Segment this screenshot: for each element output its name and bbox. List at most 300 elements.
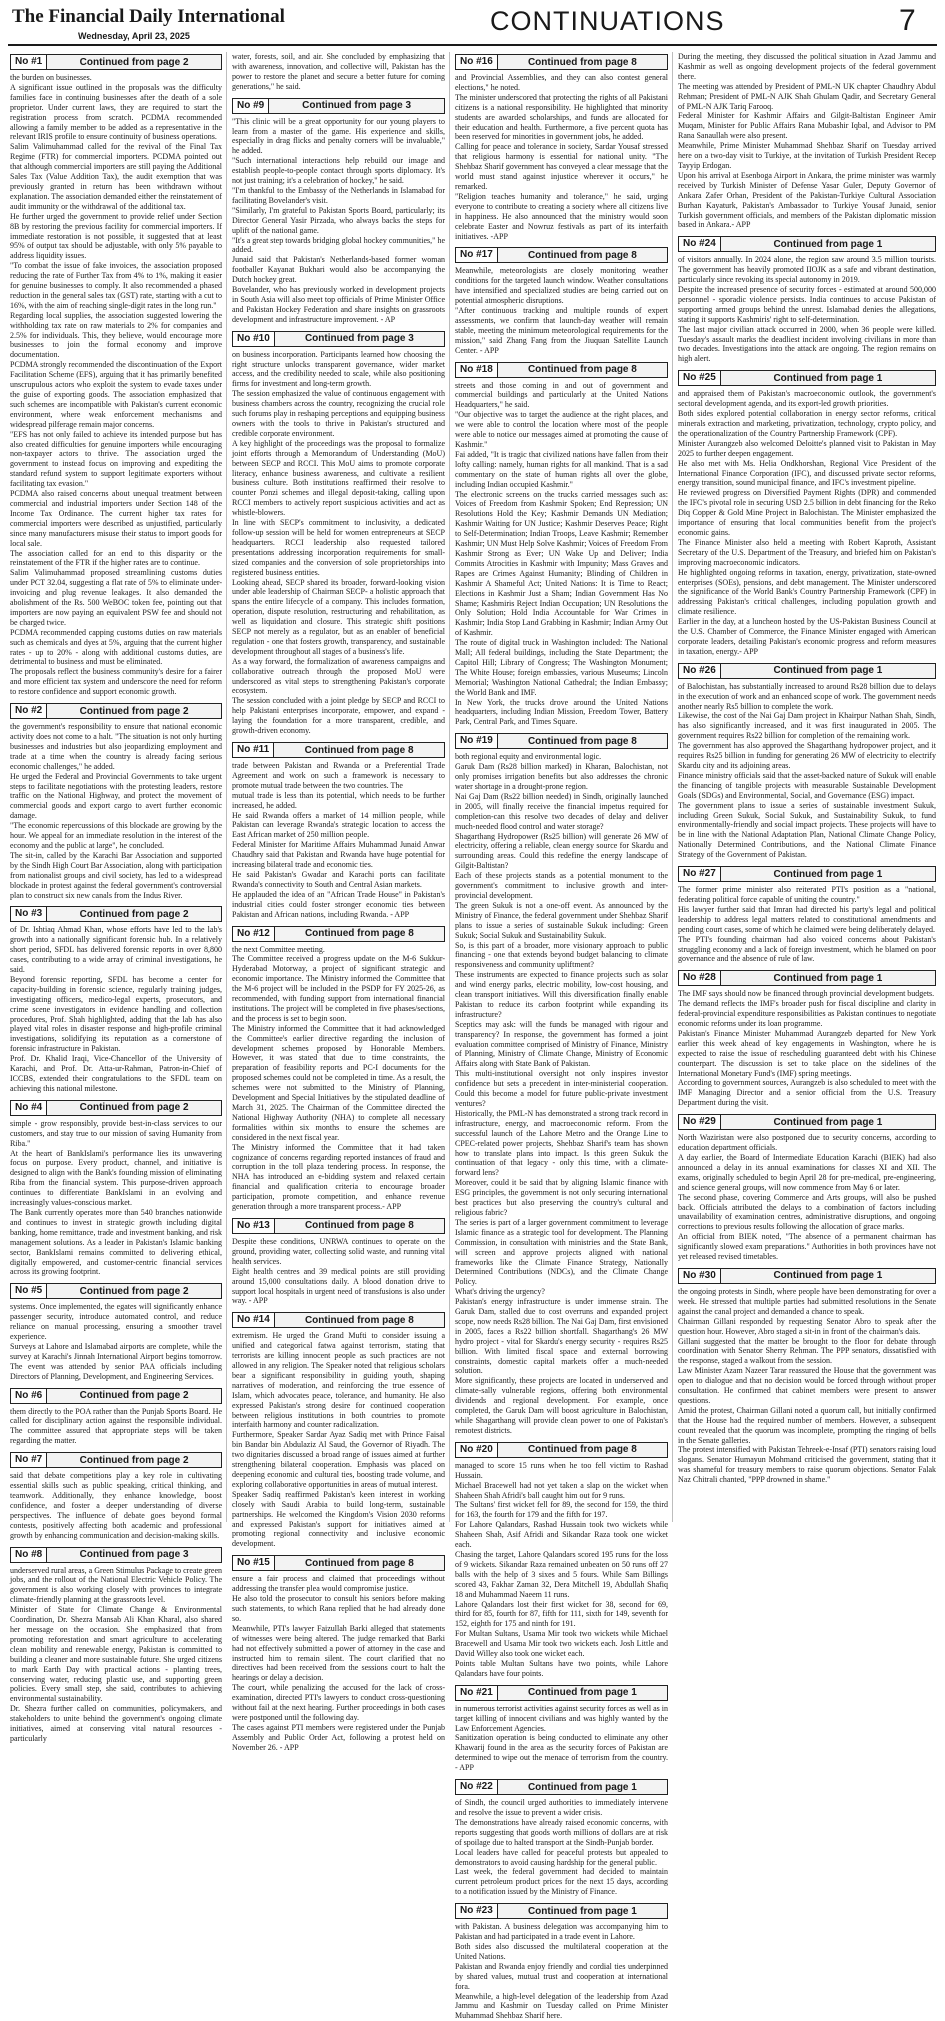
story-header xyxy=(10,1547,222,1563)
story-paragraph: both regional equity and environmental logic. xyxy=(455,752,668,762)
story-paragraph: ensure a fair process and claimed that proceedings without addressing the transfer plea would compromise justice. xyxy=(232,1574,445,1594)
story-paragraph: Historically, the PML-N has demonstrated a strong track record in infrastructure, energy, and macroeconomic reform. From the successful launch of the Lahore Metro and the Orange Line to CPEC-related power projects, Shehbaz Sharif's team has shown how to translate plans into impact. Is this green Sukuk the continuation of that legacy - only this time, with a climate-forward lens? xyxy=(455,1109,668,1178)
continued-from-label: Continued from page 8 xyxy=(498,736,667,747)
continued-from-label: Continued from page 8 xyxy=(275,928,444,939)
page-number: 7 xyxy=(899,4,916,38)
story-body xyxy=(10,925,222,1093)
story-paragraph: The Sultans' first wicket fell for 89, the second for 159, the third for 163, the fourth for 179 and the fifth for 197. xyxy=(455,1500,668,1520)
story-paragraph: Salim Valimuhammad called for the revival of the Final Tax Regime (FTR) for commercial importers. PCDMA pointed out that although commercial importers are still paying the Additional Sales Tax (Value Addition Tax), the audit exemption that was previously granted in return has been withdrawn without explanation. The association demanded either the reinstatement of audit immunity or the withdrawal of the additional tax. xyxy=(10,142,222,211)
story-paragraph: Pakistan and Rwanda enjoy friendly and cordial ties underpinned by shared values, mutual trust and cooperation at international fora. xyxy=(455,1962,668,1992)
story-header xyxy=(455,1903,668,1919)
continued-from-label: Continued from page 1 xyxy=(721,665,935,676)
story-header xyxy=(232,98,445,114)
column-3 xyxy=(455,52,668,1522)
story-paragraph: Despite these conditions, UNRWA continues to operate on the ground, providing water, collecting solid waste, and running vital health services. xyxy=(232,1237,445,1267)
story-paragraph: Earlier in the day, at a luncheon hosted by the US-Pakistan Business Council at the U.S. Chamber of Commerce, the Finance Minister engaged with American corporate leaders, detailing Pakistan's economic progress and reform measures in taxation, energy.- APP xyxy=(678,617,936,657)
continuation-story xyxy=(455,1442,668,1679)
story-paragraph: "After continuous tracking and multiple rounds of expert assessments, we confirm that launch-day weather will remain stable, meeting the minimum meteorological requirements for the mission," said Zhang Fang from the Jiuquan Satellite Launch Center. - APP xyxy=(455,306,668,356)
story-number-tag: No #21 xyxy=(456,1686,498,1700)
story-header xyxy=(678,370,936,386)
story-paragraph: Chasing the target, Lahore Qalandars scored 195 runs for the loss of 9 wickets. Sikandar Raza remained unbeaten on 50 runs off 27 balls with the help of 3 sixes and 5 fours. While Sam Billings scored 43, Fakhar Zaman 32, Dera Mitchell 19, Abdullah Shafiq 18 and Muhammad Naeem 11 runs. xyxy=(455,1550,668,1600)
continued-from-label: Continued from page 8 xyxy=(498,57,667,68)
story-paragraph: Sceptics may ask: will the funds be managed with rigour and transparency? In response, the government has formed a joint evaluation committee comprised of Ministry of Finance, Ministry of Planning, Ministry of Climate Change, Ministry of Economic Affairs along with State Bank of Pakistan. xyxy=(455,1020,668,1070)
story-paragraph: The association called for an end to this disparity or the reinstatement of the FTR if the higher rates are to continue. xyxy=(10,549,222,569)
story-body xyxy=(232,761,445,920)
story-body xyxy=(232,350,445,736)
story-paragraph: Prof. Dr. Khalid Iraqi, Vice-Chancellor of the University of Karachi, and Prof. Dr. Atta-ur-Rahman, Patron-in-Chief of ICCBS, extended their congratulations to the SFDL team on achieving this national milestone. xyxy=(10,1054,222,1094)
story-paragraph: A key highlight of the proceedings was the proposal to formalize joint efforts through a Memorandum of Understanding (MoU) between SECP and RCCI. This MoU aims to promote corporate literacy, enhance business awareness, and cultivate a resilient business culture. Both institutions reaffirmed their resolve to counter Ponzi schemes and illegal deposit-taking, calling upon RCCI members to actively report suspicious activities and act as whistle-blowers. xyxy=(232,439,445,518)
story-header xyxy=(10,906,222,922)
story-paragraph: trade between Pakistan and Rwanda or a Preferential Trade Agreement and work on such a framework is necessary to promote mutual trade between the two countries. The xyxy=(232,761,445,791)
story-body xyxy=(232,1237,445,1306)
story-number-tag: No #27 xyxy=(679,867,721,881)
story-paragraph: and appraised them of Pakistan's macroeconomic outlook, the government's sectoral development agenda, and its export-led growth priorities. xyxy=(678,389,936,409)
story-paragraph: He urged the Federal and Provincial Governments to take urgent steps to facilitate negotiations with the protesting leaders, restore traffic on the National Highway, and protect the movement of commercial goods and export cargo to avert further economic damage. xyxy=(10,772,222,822)
story-paragraph: The route of digital truck in Washington included: The National Mall; All federal buildings, including the State Department; the Capitol Hill; Library of Congress; The Washington Monument; The White House; foreign embassies, various Museums; Lincoln Memorial; Washington National Cathedral; the Indian Embassy; the World Bank and IMF. xyxy=(455,638,668,697)
story-body xyxy=(678,682,936,860)
story-number-tag: No #11 xyxy=(233,743,274,757)
continuation-story xyxy=(10,1388,222,1447)
story-paragraph: Calling for peace and tolerance in society, Sardar Yousaf stressed that religious harmony is essential for national unity. "The Shehbaz Sharif government has conveyed a clear message that the world must stand against injustice wherever it occurs," he remarked. xyxy=(455,142,668,192)
story-number-tag: No #7 xyxy=(11,1453,47,1467)
continuation-story xyxy=(10,1283,222,1381)
story-paragraph: Fai added, "It is tragic that civilized nations have fallen from their lofty calling: namely, human rights for all mankind. That is a sad commentary on the state of human rights all over the globe, including Indian occupied Kashmir." xyxy=(455,450,668,490)
masthead-rule xyxy=(8,44,937,46)
story-number-tag: No #19 xyxy=(456,734,498,748)
continuation-story xyxy=(678,970,936,1108)
column-1 xyxy=(10,52,222,1522)
story-paragraph: Federal Minister for Kashmir Affairs and Gilgit-Baltistan Engineer Amir Muqam, Minister for Public Affairs Rana Mubashir Iqbal, and Advisor to PM Rana Sanaullah were also present. xyxy=(678,111,936,141)
story-paragraph: Pakistan's energy infrastructure is under immense strain. The Garuk Dam, stalled due to cost overruns and expanded project scope, now needs Rs28 billion. The Nai Gaj Dam, first envisioned in 2005, faces a Rs22 billion shortfall. Shagarthang's 26 MW hydro project - vital for Skardu's energy security - requires Rs25 billion. With limited fiscal space and external borrowing constraints, domestic capital markets offer a much-needed solution. xyxy=(455,1297,668,1376)
continuation-story xyxy=(455,733,668,1436)
story-paragraph: mutual trade is less than its potential, which needs to be further increased, he added. xyxy=(232,791,445,811)
continuation-story xyxy=(232,742,445,920)
story-paragraph: He said Pakistan's Gwadar and Karachi ports can facilitate Rwanda's connectivity to South and Central Asian markets. xyxy=(232,870,445,890)
story-number-tag: No #16 xyxy=(456,55,498,69)
story-paragraph: North Waziristan were also postponed due to security concerns, according to education department officials. xyxy=(678,1133,936,1153)
story-number-tag: No #9 xyxy=(233,99,269,113)
continuation-story xyxy=(455,247,668,355)
story-header xyxy=(678,236,936,252)
story-body xyxy=(455,266,668,355)
story-paragraph: Salim Valimuhammad proposed streamlining customs duties under PCT 32.04, suggesting a flat rate of 5% to eliminate under-invoicing and plug revenue leakages. It also demanded the abolishment of the Rs. 500 WeBOC token fee, pointing out that importers are now paying an equivalent PSW fee and should not be charged twice. xyxy=(10,568,222,627)
continued-from-label: Continued from page 8 xyxy=(498,250,667,261)
continued-from-label: Continued from page 2 xyxy=(47,1102,221,1113)
story-header xyxy=(455,1442,668,1458)
story-paragraph: The demonstrations have already raised economic concerns, with reports suggesting that goods worth millions of dollars are at risk of spoilage due to halted transport at the Sindh-Punjab border. xyxy=(455,1818,668,1848)
story-header xyxy=(232,742,445,758)
story-paragraph: The Ministry informed the Committee that it had acknowledged the Committee's earlier directive regarding the inclusion of development schemes proposed by Honorable Members. However, it was stated that due to time constraints, the preparation of feasibility reports and PC-I documents for the proposed schemes could not be completed in time. As a result, the schemes were not submitted to the Ministry of Planning, Development and Special Initiatives by the stipulated deadline of March 31, 2025. The Chairman of the Committee directed the National Highway Authority (NHA) to complete all necessary formalities within six months to ensure the schemes are considered in the next fiscal year. xyxy=(232,1024,445,1143)
continued-from-label: Continued from page 2 xyxy=(47,706,221,717)
story-header xyxy=(455,1685,668,1701)
story-paragraph: PCDMA recommended capping customs duties on raw materials such as chemicals and dyes at 5%, arguing that the current higher rates - up to 20% - along with additional customs duties, are detrimental to business and must be eliminated. xyxy=(10,628,222,668)
story-paragraph: The former prime minister also reiterated PTI's position as a "national, federating political force capable of uniting the country." xyxy=(678,885,936,905)
story-paragraph: For Lahore Qalandars, Rashad Hussain took two wickets while Shaheen Shah, Asif Afridi and Sikandar Raza took one wicket each. xyxy=(455,1520,668,1550)
story-paragraph: Amid the protest, Chairman Gillani noted a quorum call, but initially confirmed that the House had the required number of members. However, a subsequent count revealed that the quorum was incomplete, prompting the ringing of bells in the Senate galleries. xyxy=(678,1406,936,1446)
story-paragraph: The series is part of a larger government commitment to leverage Islamic finance as a strategic tool for development. The Planning Commission, in consultation with ministries and the State Bank, will screen and approve projects aligned with national frameworks like the Climate Finance Strategy, Nationally Determined Contributions (NDCs), and the Climate Change Policy. xyxy=(455,1218,668,1287)
story-paragraph: the burden on businesses. xyxy=(10,73,222,83)
continued-from-label: Continued from page 2 xyxy=(47,57,221,68)
story-paragraph: For Multan Sultans, Usama Mir took two wickets while Michael Bracewell and Usama Mir took two wickets each. Josh Little and David Willey also took one wicket each. xyxy=(455,1629,668,1659)
column-2 xyxy=(232,52,445,1522)
continuation-story xyxy=(455,1685,668,1773)
story-paragraph: Minister of State for Climate Change & Environmental Coordination, Dr. Shezra Mansab Ali Khan Kharal, also shared her message on the occasion. She emphasized that from promoting reforestation and smart agriculture to accelerating clean mobility and renewable energy, Pakistan is committed to building a cleaner and more sustainable future. She urged citizens to mark Earth Day with practical actions - planting trees, conserving water, reducing plastic use, and supporting green policies. Every small step, she said, contributes to achieving environmental sustainability. xyxy=(10,1605,222,1704)
story-paragraph: His lawyer further said that Imran had directed his party's legal and political leadership to address legal matters related to constitutional amendments and pending court cases, some of which he claimed were being deliberately delayed. xyxy=(678,905,936,935)
continuation-story xyxy=(678,1268,936,1485)
story-body xyxy=(678,989,936,1108)
issue-date: Wednesday, April 23, 2025 xyxy=(78,31,190,41)
story-number-tag: No #14 xyxy=(233,1313,275,1327)
story-body xyxy=(10,1119,222,1278)
story-paragraph: The minister underscored that protecting the rights of all Pakistani citizens is a national responsibility. He highlighted that minority students are awarded scholarships, and funds are allocated for their education and health. Furthermore, a five percent quota has been reserved for minorities in government jobs, he added. xyxy=(455,93,668,143)
story-paragraph: underserved rural areas, a Green Stimulus Package to create green jobs, and the rollout of the National Electric Vehicle Policy. The government is also working closely with provinces to integrate climate-friendly planning at the grassroots level. xyxy=(10,1566,222,1606)
story-paragraph: Upon his arrival at Esenboga Airport in Ankara, the prime minister was warmly received by Turkish Minister of Defense Yasar Guler, Deputy Governor of Ankara Zafer Orhan, President of the Pakistan-Turkiye Cultural Association Burhan Kayaturk, Pakistan's Ambassador to Turkiye Yousaf Junaid, senior Turkish government officials, and members of the Pakistan diplomatic mission based in Ankara.- APP xyxy=(678,171,936,230)
story-body xyxy=(455,381,668,728)
story-paragraph: The protest intensified with Pakistan Tehreek-e-Insaf (PTI) senators raising loud slogans. Senator Humayun Mohmand criticised the government, stating that it was shameful for treasury members to raise quorum objections. Senator Falak Naz Chitrali chanted, "PPP drowned in shame." xyxy=(678,1445,936,1485)
story-number-tag: No #10 xyxy=(233,332,275,346)
story-header xyxy=(10,1452,222,1468)
story-paragraph: The cases against PTI members were registered under the Punjab Assembly and Public Order Act, following a protest held on November 26. - APP xyxy=(232,1723,445,1753)
story-header xyxy=(455,54,668,70)
story-header xyxy=(455,247,668,263)
story-paragraph: extremism. He urged the Grand Mufti to consider issuing a unified and categorical fatwa against terrorism, stating that terrorists are killing innocent people as such practices are not allowed in any religion. The Speaker noted that religious scholars bear a significant responsibility in guiding youth, shaping narratives of moderation, and reinforcing the true essence of Islam, which advocates peace, tolerance, and humanity. He also expressed Pakistan's strong desire for continued cooperation between religious institutions in both countries to promote interfaith harmony and counter radicalization. xyxy=(232,1331,445,1430)
continuation-story xyxy=(678,236,936,364)
column-divider xyxy=(226,52,227,1522)
story-paragraph: At the heart of BankIslami's performance lies its unwavering focus on purpose. Every product, channel, and initiative is designed to align with the Bank's founding mission of eliminating Riba from the financial system. This purpose-driven approach continues to differentiate BankIslami in an evolving and increasingly values-conscious market. xyxy=(10,1149,222,1208)
story-paragraph: Each of these projects stands as a potential monument to the government's commitment to inclusive growth and inter-provincial development. xyxy=(455,871,668,901)
story-number-tag: No #22 xyxy=(456,1780,498,1794)
story-paragraph: "To combat the issue of fake invoices, the association proposed reducing the rate of Further Tax from 4% to 1%, making it easier for genuine businesses to comply. It also recommended a phased reduction in the general sales tax (GST) rate, starting with a cut to 16%, with the aim of reaching single-digit rates in the long run." xyxy=(10,261,222,311)
story-paragraph: Shagarthang Hydropower (Rs25 billion) will generate 26 MW of electricity, offering a reliable, clean energy source for Skardu and surrounding areas. Could this redefine the energy landscape of Gilgit-Baltistan? xyxy=(455,832,668,872)
story-paragraph: "Our objective was to target the audience at the right places, and we were able to control the location where most of the people were able to notice our messages aimed at promoting the cause of Kashmir." xyxy=(455,410,668,450)
continued-from-label: Continued from page 1 xyxy=(498,1687,667,1698)
story-paragraph: Junaid said that Pakistan's Netherlands-based former woman footballer Kayanat Bukhari would also be accompanying the Dutch hockey great. xyxy=(232,255,445,285)
story-body xyxy=(10,722,222,900)
story-paragraph: He further urged the government to provide relief under Section 8B by restoring the previous facility for commercial importers. If immediate restoration is not possible, it suggested that at least 95% of output tax should be adjustable, with only 5% payable to address liquidity issues. xyxy=(10,212,222,262)
continuation-story xyxy=(10,703,222,900)
story-paragraph: Looking ahead, SECP shared its broader, forward-looking vision under able leadership of Chairman SECP- a holistic approach that spans the entire lifecycle of a company. This includes formation, operation, dispute resolution, restructuring and rehabilitation, as well as liquidation and closure. This strategic shift positions SECP not merely as a regulator, but as an enabler of beneficial regulation - one that fosters growth, transparency, and sustainable development throughout all stages of a business's life. xyxy=(232,578,445,657)
story-header xyxy=(455,1779,668,1795)
story-body xyxy=(10,73,222,697)
story-paragraph: Eight health centres and 39 medical points are still providing around 15,000 consultations daily. A blood donation drive to support local hospitals in urgent need of transfusions is also under way. - APP xyxy=(232,1267,445,1307)
story-paragraph: An official from BIEK noted, "The absence of a permanent chairman has significantly slowed exam preparations." Authorities in both provinces have not yet released revised timetables. xyxy=(678,1232,936,1262)
story-header xyxy=(455,733,668,749)
story-paragraph: Regarding local supplies, the association suggested lowering the withholding tax rate on raw materials to 2% for companies and 2.5% for individuals. This, they believe, would encourage more businesses to join the formal economy and improve documentation. xyxy=(10,311,222,361)
story-paragraph: The electronic screens on the trucks carried messages such as: Voices of Freedom from Kashmir Spoken; End Repression; UN Resolutions Hold the Key; Kashmir Demands UN Mediation; Kashmir Waiting for UN Justice; Kashmir Deserves Peace; Right to Self-Determination; Indian Troops, Leave Kashmir; Remember Kashmir; UN Must Help Solve Kashmir; Voices of Freedom From Kashmir Strong as Ever; UN Wake Up and Deliver; India Commits Atrocities in Kashmir with Impunity; Mass Graves and Rapes are Crimes Against Humanity; Blinding of Children in Kashmir A Shameful Act; United Nations: It is Time to React; Elections in Kashmir Just a Sham; Indian Government Has No Shame; Kashmiris Reject Indian Occupation; UN Resolutions the Only Solution; Hold India Accountable for War Crimes in Kashmir; India Stop Land Grabbing in Kashmir; Indian Army Out of Kashmir. xyxy=(455,490,668,639)
story-paragraph: simple - grow responsibly, provide best-in-class services to our customers, and stay true to our mission of saving Humanity from Riba." xyxy=(10,1119,222,1149)
story-number-tag: No #3 xyxy=(11,907,47,921)
story-paragraph: A significant issue outlined in the proposals was the difficulty families face in continuing businesses after the death of a sole proprietor. Under current laws, they are required to start the registration process from scratch. PCDMA recommended allowing a family member to be added as a representative in the relevant IRIS profile to ensure continuity of business operations. xyxy=(10,83,222,142)
continued-from-label: Continued from page 2 xyxy=(47,1455,221,1466)
story-paragraph: The green Sukuk is not a one-off event. As announced by the Ministry of Finance, the federal government under Shehbaz Sharif plans to issue a series of sustainable Sukuk including: Green Sukuk; Social Sukuk and Sustainability Sukuk. xyxy=(455,901,668,941)
story-paragraph: According to government sources, Aurangzeb is also scheduled to meet with the IMF Managing Director and a senior official from the U.S. Treasury Department during the visit. xyxy=(678,1078,936,1108)
story-number-tag: No #23 xyxy=(456,1904,498,1918)
story-paragraph: in numerous terrorist activities against security forces as well as in target killing of innocent civilians and was highly wanted by the Law Enforcement Agencies. xyxy=(455,1704,668,1734)
continued-from-label: Continued from page 3 xyxy=(269,100,444,111)
continued-from-label: Continued from page 1 xyxy=(498,1906,667,1917)
continued-from-label: Continued from page 8 xyxy=(498,364,667,375)
continued-from-label: Continued from page 1 xyxy=(721,1270,935,1281)
story-header xyxy=(678,1268,936,1284)
story-paragraph: water, forests, soil, and air. She concluded by emphasizing that with awareness, innovation, and collective will, Pakistan has the power to restore the planet and secure a better future for coming generations," he said. xyxy=(232,52,445,92)
story-body xyxy=(455,1798,668,1897)
story-paragraph: "Religion teaches humanity and tolerance," he said, urging everyone to contribute to creating a society where all citizens live in happiness. He also announced that the ministry would soon celebrate Easter and Nowruz festivals as part of its interfaith initiatives. -APP xyxy=(455,192,668,242)
continued-from-label: Continued from page 8 xyxy=(275,1315,444,1326)
story-paragraph: PCDMA strongly recommended the discontinuation of the Export Facilitation Scheme (EFS), arguing that it has primarily benefited unscrupulous actors who exploit the system to evade taxes under the guise of exporting goods. The association emphasized that such schemes are incompatible with Pakistan's current economic environment, where weak enforcement mechanisms and widespread pilferage remain major concerns. xyxy=(10,360,222,429)
continuation-story xyxy=(232,331,445,736)
story-paragraph: with Pakistan. A business delegation was accompanying him to Pakistan and had participated in a trade event in Lahore. xyxy=(455,1922,668,1942)
story-number-tag: No #1 xyxy=(11,55,47,69)
story-body xyxy=(678,1287,936,1485)
story-paragraph: Bovelander, who has previously worked in development projects in South Asia will also meet top officials of Prime Minister Office and Pakistan Hockey Federation and share insights on grassroots development and infrastructure improvement. - AP xyxy=(232,285,445,325)
story-number-tag: No #24 xyxy=(679,237,721,251)
story-paragraph: Moreover, could it be said that by aligning Islamic finance with ESG principles, the government is not only securing international best practices but also preserving the country's cultural and religious fabric? xyxy=(455,1178,668,1218)
story-paragraph: Finance ministry officials said that the asset-backed nature of Sukuk will enable the financing of tangible projects with measurable Sustainable Development Goals (SDGs) and Environmental, Social, and Governance (ESG) impact. xyxy=(678,771,936,801)
section-title: CONTINUATIONS xyxy=(490,6,725,37)
story-paragraph: The demand reflects the IMF's broader push for fiscal discipline and clarity in federal-provincial expenditure responsibilities as Pakistan continues to negotiate economic reforms under its loan programme. xyxy=(678,999,936,1029)
story-header xyxy=(10,1388,222,1404)
story-paragraph: Meanwhile, a high-level delegation of the leadership from Azad Jammu and Kashmir on Tuesday called on Prime Minister Muhammad Shehbaz Sharif here. xyxy=(455,1992,668,2021)
story-paragraph: He also told the prosecutor to consult his seniors before making such statements, to which Rana replied that he had already done so. xyxy=(232,1594,445,1624)
continuation-story xyxy=(455,1779,668,1897)
story-paragraph: Furthermore, Speaker Sardar Ayaz Sadiq met with Prince Faisal bin Bandar bin Abdulaziz Al Saud, the Governor of Riyadh. The two dignitaries discussed a broad range of issues aimed at further strengthening bilateral cooperation. Emphasis was placed on deepening economic and cultural ties, boosting trade volume, and exploring collaborative opportunities in areas of mutual interest. xyxy=(232,1430,445,1489)
story-paragraph: on business incorporation. Participants learned how choosing the right structure unlocks transparent governance, wider market access, and the credibility needed to scale, while also positioning firms for investment and long-term growth. xyxy=(232,350,445,390)
continuation-story xyxy=(455,1903,668,2021)
story-paragraph: Both sides explored potential collaboration in energy sector reforms, critical minerals extraction and marketing, privatization, technology, crypto policy, and the operationalization of the Country Partnership Framework (CPF). xyxy=(678,409,936,439)
story-paragraph: PCDMA also raised concerns about unequal treatment between commercial and industrial importers under Section 148 of the Income Tax Ordinance. The current higher tax rates for commercial importers were described as unjustified, particularly since many manufacturers misuse their status to import goods for local sale. xyxy=(10,489,222,548)
story-header xyxy=(10,54,222,70)
story-number-tag: No #30 xyxy=(679,1269,721,1283)
story-paragraph: The session concluded with a joint pledge by SECP and RCCI to help Pakistani enterprises incorporate, empower, and expand - laying the foundation for a more transparent, credible, and growth-driven economy. xyxy=(232,696,445,736)
story-body xyxy=(232,52,445,92)
masthead xyxy=(0,0,945,48)
story-header xyxy=(678,1114,936,1130)
story-body xyxy=(232,1331,445,1549)
story-paragraph: The second phase, covering Commerce and Arts groups, will also be pushed back. Officials attributed the delays to a combination of factors including unavailability of examination centres, administrative disruptions, and ongoing corrections to previous results following the allocation of grace marks. xyxy=(678,1193,936,1233)
story-body xyxy=(678,255,936,364)
story-paragraph: Points table Multan Sultans have two points, while Lahore Qalandars have four points. xyxy=(455,1659,668,1679)
story-paragraph: Garuk Dam (Rs28 billion marked) in Kharan, Balochistan, not only promises irrigation benefits but also addresses the chronic water shortage in a drought-prone region. xyxy=(455,762,668,792)
story-body xyxy=(232,117,445,325)
story-number-tag: No #25 xyxy=(679,371,721,385)
story-header xyxy=(232,1555,445,1571)
story-number-tag: No #8 xyxy=(11,1548,47,1562)
story-paragraph: the next Committee meeting. xyxy=(232,945,445,955)
story-paragraph: Speaker Sadiq reaffirmed Pakistan's keen interest in working closely with Saudi Arabia to build long-term, sustainable partnerships. He welcomed the Kingdom's Vision 2030 reforms and expressed Pakistan's support for initiatives aimed at promoting regional connectivity and inclusive economic development. xyxy=(232,1490,445,1549)
story-header xyxy=(232,331,445,347)
continued-from-label: Continued from page 1 xyxy=(721,973,935,984)
story-paragraph: "EFS has not only failed to achieve its intended purpose but has also created difficulties for genuine importers while encouraging non-taxpayer actors to thrive. The association urged the government to instead focus on improving and expediting the standard refund system to support legitimate exporters without facilitating tax evasion." xyxy=(10,430,222,489)
story-paragraph: The government plans to issue a series of sustainable investment Sukuk, including Green Sukuk, Social Sukuk, and Sustainability Sukuk, to fund environmentally-friendly and social impact projects. These projects will have to be in line with the National Adaptation Plan, National Climate Change Policy, Nationally Determined Contributions, and the National Climate Finance Strategy of the Government of Pakistan. xyxy=(678,801,936,860)
story-paragraph: Likewise, the cost of the Nai Gaj Dam project in Khairpur Nathan Shah, Sindh, has also significantly increased, and it was first inaugurated in 2005. The government requires Rs22 billion for completion of the remaining work. xyxy=(678,711,936,741)
story-paragraph: Gillani suggested that the matter be brought to the floor for debate through coordination with Senator Sherry Rehman. The PPP senators, dissatisfied with the response, staged a walkout from the session. xyxy=(678,1337,936,1367)
story-paragraph: Beyond forensic reporting, SFDL has become a center for capacity-building in forensic science, regularly training judges, investigating officers, medico-legal experts, prosecutors, and crime scene investigators in evidence handling and collection procedures, Prof. Shah highlighted, adding that the lab has also played vital roles in disaster response and high-profile criminal investigations, solidifying its reputation as a cornerstone of forensic infrastructure in Pakistan. xyxy=(10,975,222,1054)
story-paragraph: Both sides also discussed the multilateral cooperation at the United Nations. xyxy=(455,1942,668,1962)
continuation-story xyxy=(232,98,445,325)
continuation-story xyxy=(678,866,936,964)
story-paragraph: More significantly, these projects are located in underserved and climate-sally vulnerable regions, offering both environmental dividends and regional development. For example, once completed, the Garuk Dam will boost agriculture in Balochistan, while Shagarthang will provide clean power to one of Pakistan's remotest districts. xyxy=(455,1376,668,1435)
story-number-tag: No #26 xyxy=(679,664,721,678)
story-paragraph: of Dr. Ishtiaq Ahmad Khan, whose efforts have led to the lab's growth into a nationally significant forensic hub. In a relatively short period, SFDL has delivered forensic reports in over 8,800 cases, contributing to a wide array of criminal investigations, he said. xyxy=(10,925,222,975)
story-number-tag: No #2 xyxy=(11,704,47,718)
story-body xyxy=(455,73,668,241)
continuation-story xyxy=(232,52,445,92)
story-body xyxy=(232,1574,445,1752)
story-header xyxy=(10,1100,222,1116)
story-number-tag: No #5 xyxy=(11,1284,47,1298)
story-paragraph: These instruments are expected to finance projects such as solar and wind energy parks, electric mobility, low-cost housing, and clean transport initiatives. Will this diversification finally enable Pakistan to reduce its carbon footprint while expanding its infrastructure? xyxy=(455,970,668,1020)
story-paragraph: He also met with Ms. Helia Ondkhorshan, Regional Vice President of the International Finance Corporation (IFC), and discussed private sector reforms, energy transition, sound municipal finance, and IFC's investment pipeline. xyxy=(678,459,936,489)
continuation-story xyxy=(232,926,445,1212)
story-paragraph: Meanwhile, PTI's lawyer Faizullah Barki alleged that statements of witnesses were being altered. The judge remarked that Barki had not effectively submitted a power of attorney in the case and instructed him to remain silent. The court clarified that no directives had been received from the sessions court to halt the hearings or delay a decision. xyxy=(232,1624,445,1683)
story-header xyxy=(10,1283,222,1299)
story-number-tag: No #28 xyxy=(679,971,721,985)
story-paragraph: "This clinic will be a great opportunity for our young players to learn from a master of the game. His experience and skills, especially in drag flicks and penalty corners will be invaluable," he added. xyxy=(232,117,445,157)
story-paragraph: So, is this part of a broader, more visionary approach to public financing - one that extends beyond budget balancing to climate responsiveness and community upliftment? xyxy=(455,941,668,971)
continued-from-label: Continued from page 3 xyxy=(47,1549,221,1560)
continued-from-label: Continued from page 2 xyxy=(47,1286,221,1297)
story-paragraph: The Finance Minister also held a meeting with Robert Kaproth, Assistant Secretary of the U.S. Department of the Treasury, and briefed him on Pakistan's improving macroeconomic indicators. xyxy=(678,538,936,568)
story-header xyxy=(678,970,936,986)
newspaper-name: The Financial Daily International xyxy=(12,6,285,28)
continued-from-label: Continued from page 1 xyxy=(721,239,935,250)
story-paragraph: "Similarly, I'm grateful to Pakistan Sports Board, particularly; its Director General Yasir Pirzada, who always backs the steps for uplift of the national game. xyxy=(232,206,445,236)
continuation-story xyxy=(10,906,222,1093)
story-paragraph: The Committee received a progress update on the M-6 Sukkur-Hyderabad Motorway, a project of significant strategic and economic importance. The Ministry informed the Committee that the M-6 project will be included in the PSDP for FY 2025-26, as recommended, with funding support from international financial institutions. The project will be completed in five phases/sections, and the process is set to begin soon. xyxy=(232,954,445,1023)
column-divider xyxy=(672,52,673,1522)
story-header xyxy=(10,703,222,719)
continuation-story xyxy=(10,54,222,697)
story-body xyxy=(10,1471,222,1540)
story-paragraph: of visitors annually. In 2024 alone, the region saw around 3.5 million tourists. The government has heavily promoted IIOJK as a safe and vibrant destination, particularly since revoking its special autonomy in 2019. xyxy=(678,255,936,285)
story-body xyxy=(455,1461,668,1679)
story-paragraph: Despite the increased presence of security forces - estimated at around 500,000 personnel - sporadic violence persists. India continues to accuse Pakistan of supporting armed groups behind the unrest. Islamabad denies the allegations, stating it supports Kashmiris' right to self-determination. xyxy=(678,285,936,325)
continued-from-label: Continued from page 3 xyxy=(275,333,444,344)
continued-from-label: Continued from page 8 xyxy=(275,1558,444,1569)
story-number-tag: No #17 xyxy=(456,248,498,262)
story-paragraph: "I'm thankful to the Embassy of the Netherlands in Islamabad for facilitating Bovelander's visit. xyxy=(232,186,445,206)
story-paragraph: Michael Bracewell had not yet taken a slap on the wicket when Shaheen Shah Afridi's ball caught him out for 9 runs. xyxy=(455,1481,668,1501)
story-paragraph: The PTI's founding chairman had also voiced concerns about Pakistan's struggling economy and a lack of foreign investment, which he blamed on poor governance and the absence of rule of law. xyxy=(678,935,936,965)
story-paragraph: them directly to the POA rather than the Punjab Sports Board. He called for disciplinary action against the responsible individual. The committee assured that appropriate steps will be taken regarding the matter. xyxy=(10,1407,222,1447)
story-paragraph: During the meeting, they discussed the political situation in Azad Jammu and Kashmir as well as ongoing development projects of the federal government there. xyxy=(678,52,936,82)
story-header xyxy=(455,362,668,378)
story-paragraph: He said Rwanda offers a market of 14 million people, while Pakistan can leverage Rwanda's strategic location to access the East African market of 250 million people. xyxy=(232,811,445,841)
continuation-story xyxy=(678,52,936,230)
continued-from-label: Continued from page 1 xyxy=(721,869,935,880)
story-paragraph: He highlighted ongoing reforms in taxation, energy, privatization, state-owned enterprises (SOEs), pensions, and debt management. The Minister underscored the significance of the World Bank's Country Partnership Framework (CPF) in addressing Pakistan's critical challenges, including population growth and climate resilience. xyxy=(678,568,936,618)
story-paragraph: The Bank currently operates more than 540 branches nationwide and continues to invest in strategic growth including digital banking, home remittance, trade and investment banking, and risk management solutions. As a leader in Pakistan's Islamic banking sector, BankIslami remains committed to delivering ethical, digitally empowered, and customer-centric financial services across its growing footprint. xyxy=(10,1208,222,1277)
story-paragraph: of Balochistan, has substantially increased to around Rs28 billion due to delays in the execution of work and an enhanced scope of work. The government needs another nearly Rs5 billion to complete the work. xyxy=(678,682,936,712)
story-paragraph: Sanitization operation is being conducted to eliminate any other Khawarij found in the area as the security forces of Pakistan are determined to wipe out the menace of terrorism from the country. - APP xyxy=(455,1733,668,1773)
story-paragraph: Dr. Shezra further called on communities, policymakers, and stakeholders to unite behind the government's ongoing climate initiatives, aimed at conserving vital natural resources - particularly xyxy=(10,1704,222,1744)
continuation-story xyxy=(10,1100,222,1278)
story-paragraph: the ongoing protests in Sindh, where people have been demonstrating for over a week. He stressed that multiple parties had submitted resolutions in the Senate against the canal project and demanded a chance to speak. xyxy=(678,1287,936,1317)
story-number-tag: No #15 xyxy=(233,1556,275,1570)
story-body xyxy=(678,389,936,656)
continuation-story xyxy=(232,1218,445,1306)
continuation-story xyxy=(678,370,936,656)
continuation-story xyxy=(455,362,668,728)
story-body xyxy=(678,52,936,230)
story-paragraph: Surveys at Lahore and Islamabad airports are complete, while the survey at Karachi's Jinnah International Airport begins tomorrow. The event was attended by senior PAA officials including Directors of Planning, Development, and Engineering Services. xyxy=(10,1342,222,1382)
story-paragraph: Minister Aurangzeb also welcomed Deloitte's planned visit to Pakistan in May 2025 to further deepen engagement. xyxy=(678,439,936,459)
story-number-tag: No #6 xyxy=(11,1389,47,1403)
story-paragraph: "The economic repercussions of this blockade are growing by the hour. We appeal for an immediate resolution in the interest of the economy and the public at large", he concluded. xyxy=(10,821,222,851)
column-4 xyxy=(678,52,936,1522)
story-paragraph: Local leaders have called for peaceful protests but appealed to demonstrators to avoid causing hardship for the general public. xyxy=(455,1848,668,1868)
story-paragraph: The Ministry informed the Committee that it had taken cognizance of concerns regarding reported instances of fraud and corruption in the toll plaza tendering process. In response, the NHA has introduced an e-bidding system and relaxed certain financial and qualification criteria to encourage broader participation, promote competition, and enhance revenue generation through a more transparent process.- APP xyxy=(232,1143,445,1212)
continuation-story xyxy=(232,1555,445,1752)
story-body xyxy=(10,1566,222,1744)
story-header xyxy=(232,1218,445,1234)
story-paragraph: The court, while penalizing the accused for the lack of cross-examination, directed PTI's lawyers to conduct cross-questioning without fail at the next hearing. Further proceedings in both cases were postponed until the following day. xyxy=(232,1683,445,1723)
story-number-tag: No #18 xyxy=(456,363,498,377)
column-divider xyxy=(449,52,450,1522)
continued-from-label: Continued from page 8 xyxy=(275,1220,444,1231)
story-header xyxy=(232,1312,445,1328)
story-paragraph: The meeting was attended by President of PML-N UK chapter Chaudhry Abdul Rehman; President of PML-N AJK Shah Ghulam Qadir, and Secretary General of PML-N AJK Tariq Farooq. xyxy=(678,82,936,112)
story-header xyxy=(678,866,936,882)
story-paragraph: Federal Minister for Maritime Affairs Muhammad Junaid Anwar Chaudhry said that Pakistan and Rwanda have huge potential for increasing bilateral trade and economic ties. xyxy=(232,840,445,870)
story-body xyxy=(678,1133,936,1262)
story-paragraph: Law Minister Azam Nazeer Tarar reassured the House that the government was open to dialogue and that no decision would be forced through without proper consultation. He confirmed that cabinet members were present to answer questions. xyxy=(678,1366,936,1406)
continuation-story xyxy=(455,54,668,241)
story-paragraph: He reviewed progress on Diversified Payment Rights (DPR) and commended the IFC's pivotal role in securing USD 2.5 billion in debt financing for the Reko Diq Copper & Gold Mine Project in Balochistan. The Minister emphasized the importance of ensuring that local communities benefit from the project's economic gains. xyxy=(678,488,936,538)
story-paragraph: The session emphasized the value of continuous engagement with business chambers across the country, recognizing the crucial role such forums play in reshaping perceptions and equipping business owners with the tools to thrive in Pakistan's structured and credible corporate environment. xyxy=(232,389,445,439)
continued-from-label: Continued from page 8 xyxy=(274,745,444,756)
story-paragraph: In line with SECP's commitment to inclusivity, a dedicated follow-up session will be held for women entrepreneurs at SECP headquarters. RCCI leadership also requested tailored presentations addressing incorporation requirements for small-sized companies and the conversion of sole proprietorships into registered business entities. xyxy=(232,518,445,577)
continued-from-label: Continued from page 2 xyxy=(47,1390,221,1401)
continuation-story xyxy=(10,1547,222,1744)
story-number-tag: No #29 xyxy=(679,1115,721,1129)
story-paragraph: Chairman Gillani responded by requesting Senator Abro to speak after the question hour. However, Abro staged a sit-in in front of the chairman's dais. xyxy=(678,1317,936,1337)
story-paragraph: Lahore Qalandars lost their first wicket for 38, second for 69, third for 85, fourth for 87, fifth for 111, sixth for 149, seventh for 152, eighth for 175 and ninth for 191. xyxy=(455,1600,668,1630)
story-number-tag: No #13 xyxy=(233,1219,275,1233)
continuation-story xyxy=(232,1312,445,1549)
story-paragraph: In New York, the trucks drove around the United Nations headquarters, including Indian Mission, Freedom Tower, Battery Park, Central Park, and Times Square. xyxy=(455,698,668,728)
continued-from-label: Continued from page 2 xyxy=(47,909,221,920)
continued-from-label: Continued from page 1 xyxy=(721,373,935,384)
story-paragraph: What's driving the urgency? xyxy=(455,1287,668,1297)
story-paragraph: "It's a great step towards bridging global hockey communities," he added. xyxy=(232,236,445,256)
story-paragraph: managed to score 15 runs when he too fell victim to Rashad Hussain. xyxy=(455,1461,668,1481)
story-paragraph: Meanwhile, Prime Minister Muhammad Shehbaz Sharif on Tuesday arrived here on a two-day visit to Turkiye, at the invitation of Turkish President Recep Tayyip Erdogan. xyxy=(678,141,936,171)
continuation-story xyxy=(10,1452,222,1540)
story-paragraph: The IMF says should now be financed through provincial development budgets. xyxy=(678,989,936,999)
story-body xyxy=(455,1922,668,2021)
story-header xyxy=(232,926,445,942)
continued-from-label: Continued from page 1 xyxy=(721,1117,935,1128)
story-paragraph: systems. Once implemented, the egates will significantly enhance passenger security, introduce automated control, and reduce reliance on manual processing, ensuring a smoother travel experience. xyxy=(10,1302,222,1342)
story-paragraph: said that debate competitions play a key role in cultivating essential skills such as public speaking, critical thinking, and teamwork. Additionally, they enhance knowledge, boost confidence, and foster a deeper understanding of diverse perspectives. The influence of debate goes beyond formal contests, positively affecting both academic and professional growth by enhancing communication and decision-making skills. xyxy=(10,1471,222,1540)
story-body xyxy=(10,1302,222,1381)
story-body xyxy=(10,1407,222,1447)
continuation-story xyxy=(678,663,936,860)
story-number-tag: No #12 xyxy=(233,927,275,941)
story-header xyxy=(678,663,936,679)
story-paragraph: Nai Gaj Dam (Rs22 billion needed) in Sindh, originally launched in 2005, will finally receive the financial impetus required for completion-can this resolve two decades of delay and deliver much-needed flood control and water storage? xyxy=(455,792,668,832)
story-body xyxy=(455,752,668,1436)
story-paragraph: the government's responsibility to ensure that national economic activity does not come to a halt. "The situation is not only hurting businesses and industries but also jeopardizing employment and trade at a time when the country is already facing serious economic challenges," he added. xyxy=(10,722,222,772)
continued-from-label: Continued from page 8 xyxy=(498,1444,667,1455)
story-paragraph: As a way forward, the formalization of awareness campaigns and collaborative outreach through the proposed MoU were underscored as vital steps to strengthening Pakistan's corporate ecosystem. xyxy=(232,657,445,697)
story-paragraph: Pakistan's Finance Minister Muhammad Aurangzeb departed for New York earlier this week ahead of key engagements in Washington, where he is expected to raise the issue of rescheduling guaranteed debt with his Chinese counterpart. The discussion is set to take place on the sidelines of the International Monetary Fund's (IMF) spring meetings. xyxy=(678,1029,936,1079)
story-paragraph: This multi-institutional oversight not only inspires investor confidence but sets a precedent in inter-ministerial cooperation. Could this become a model for future public-private investment ventures? xyxy=(455,1069,668,1109)
story-number-tag: No #20 xyxy=(456,1443,498,1457)
story-paragraph: of Sindh, the council urged authorities to immediately intervene and resolve the issue to prevent a wider crisis. xyxy=(455,1798,668,1818)
story-paragraph: Last week, the federal government had decided to maintain current petroleum product prices for the next 15 days, according to a notification issued by the Ministry of Finance. xyxy=(455,1867,668,1897)
